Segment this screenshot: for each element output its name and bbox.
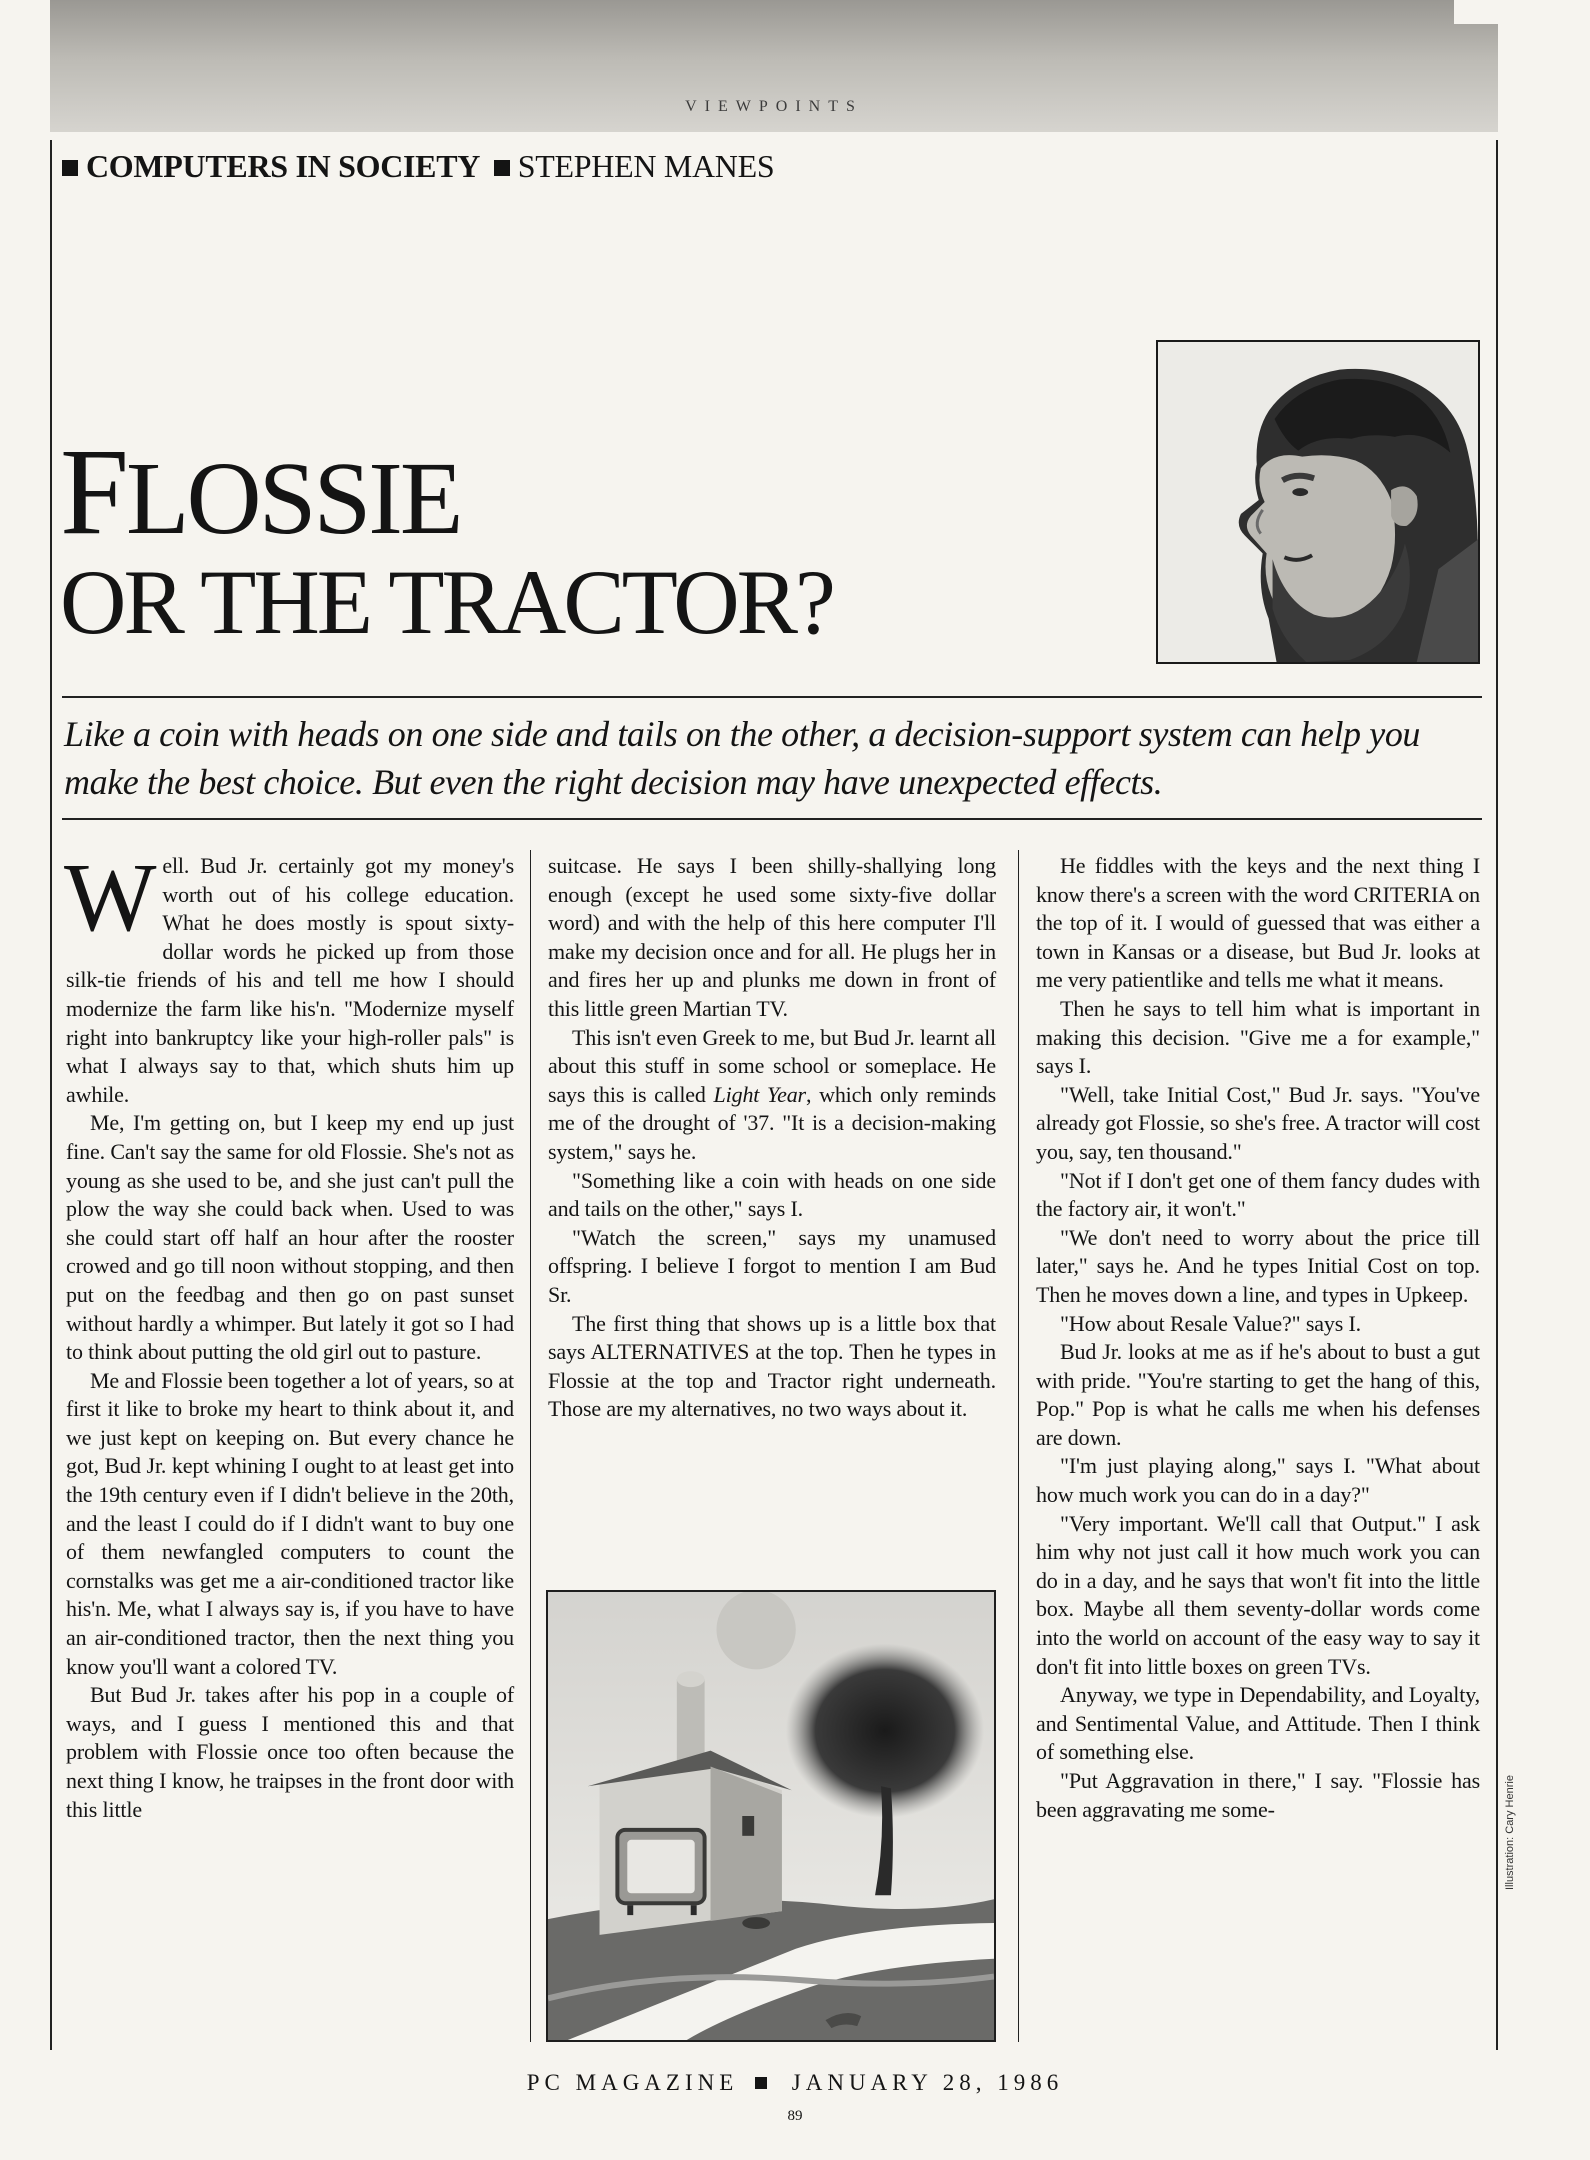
deck: Like a coin with heads on one side and tails on the other, a decision-support system can help you make the best choice. But even the right decision may have unexpected effects. — [64, 714, 1421, 802]
bullet-square-icon — [494, 160, 510, 176]
barn-tv-illustration — [548, 1592, 994, 2040]
author-portrait-image — [1158, 342, 1478, 662]
headline — [60, 423, 833, 653]
section-label: VIEWPOINTS — [685, 98, 863, 115]
paragraph: But Bud Jr. takes after his pop in a couple of ways, and I guess I mentioned this and that problem with Flossie once too often because the next thing I know, he traipses in the front door with this little — [66, 1682, 514, 1822]
paragraph — [548, 1024, 996, 1167]
footer-publication: PC MAGAZINE — [526, 2070, 739, 2095]
right-border-line — [1496, 140, 1498, 2050]
deck-rule — [62, 818, 1482, 820]
column-divider-2 — [1018, 850, 1019, 2042]
paragraph: "I'm just playing along," says I. "What about how much work you can do in a day?" — [1036, 1453, 1480, 1508]
page-footer — [0, 2070, 1590, 2096]
column-divider-1 — [530, 850, 531, 2042]
paragraph: "Very important. We'll call that Output." I ask him why not just call it how much work you can do in a day, and he says that won't fit into the little box. Maybe all them seventy-dollar words come into the world on account of the easy way to say it don't fit into little boxes on green TVs. — [1036, 1510, 1480, 1679]
headline-rule — [62, 696, 1482, 698]
kicker-author: STEPHEN MANES — [517, 148, 775, 184]
paragraph: Me, I'm getting on, but I keep my end up just fine. Can't say the same for old Flossie. She's not as young as she used to be, and she just can't pull the plow the way she could back when. Used to was she could start off half an hour after the rooster crowed and go till noon without stopping, and then put on the feedbag and then go on past sunset without hardly a whimper. But lately it got so I had to think about putting the old girl out to pasture. — [66, 1110, 514, 1365]
paragraph-text: ell. Bud Jr. certainly got my money's worth out of his college education. What he does mostly is spout sixty-dollar words he picked up from those silk-tie friends of his and tell me how I should modernize the farm like his'n. "Modernize myself right into bankruptcy like your high-roller pals" is what I always say to that, which shuts him up awhile. — [66, 853, 514, 1107]
paragraph: Then he says to tell him what is important in making this decision. "Give me a for example," says I. — [1036, 995, 1480, 1079]
headline-drop-letter: F — [60, 423, 126, 560]
bullet-square-icon — [755, 2077, 767, 2089]
page-number: 89 — [787, 2108, 803, 2124]
bullet-square-icon — [62, 160, 78, 176]
headline-line-1-rest: LOSSIE — [125, 441, 461, 556]
header-band — [50, 0, 1498, 132]
author-portrait — [1156, 340, 1480, 664]
paragraph: "How about Resale Value?" says I. — [1060, 1310, 1361, 1336]
illustration-credit: Illustration: Cary Henrie — [1504, 1775, 1516, 1890]
paragraph: "Watch the screen," says my unamused offspring. I believe I forgot to mention I am Bud Sr. — [548, 1224, 996, 1307]
drop-cap: W — [64, 844, 157, 952]
paragraph: "Not if I don't get one of them fancy dudes with the factory air, it won't." — [1036, 1167, 1480, 1222]
farm-illustration — [546, 1590, 996, 2042]
headline-line-1 — [60, 423, 833, 560]
article-column-1 — [64, 844, 514, 1824]
paragraph-text: This isn't even Greek to me, but Bud Jr. learnt all about this stuff in some school or someplace. He says this is called — [548, 1024, 997, 1107]
left-border-line — [50, 140, 52, 2050]
kicker — [62, 148, 774, 185]
paragraph: Anyway, we type in Dependability, and Loyalty, and Sentimental Value, and Attitude. Then I think of something else. — [1036, 1682, 1480, 1765]
header-band-notch — [1454, 0, 1498, 24]
paragraph: He fiddles with the keys and the next thing I know there's a screen with the word CRITERIA on the top of it. I would of guessed that was either a town in Kansas or a disease, but Bud Jr. looks at me very patientlike and tells me what it means. — [1036, 853, 1480, 993]
kicker-category: COMPUTERS IN SOCIETY — [86, 148, 481, 184]
software-title: Light Year — [713, 1081, 806, 1107]
paragraph: Me and Flossie been together a lot of years, so at first it like to broke my heart to think about it, and we just kept on keeping on. But every chance he got, Bud Jr. kept whining I ought to at least get into the 19th century even if I didn't believe in the 20th, and the least I could do if I didn't want to buy one of them newfangled computers to count the cornstalks was get me a air-conditioned tractor like his'n. Me, what I always say is, if you have to have an air-conditioned tractor, then the next thing you know you'll want a colored TV. — [66, 1367, 514, 1679]
paragraph: "We don't need to worry about the price till later," says he. And he types Initial Cost on top. Then he moves down a line, and types in Upkeep. — [1036, 1224, 1480, 1307]
paragraph — [64, 844, 514, 1109]
paragraph: Bud Jr. looks at me as if he's about to bust a gut with pride. "You're starting to get the hang of this, Pop." Pop is what he calls me when his defenses are down. — [1036, 1339, 1480, 1450]
footer-date: JANUARY 28, 1986 — [791, 2070, 1064, 2095]
paragraph: "Well, take Initial Cost," Bud Jr. says. "You've already got Flossie, so she's free. A tractor will cost you, say, ten thousand." — [1036, 1081, 1480, 1164]
paragraph-text: , which only reminds me of the drought of '37. "It is a decision-making system," says he. — [548, 1081, 996, 1164]
paragraph: "Put Aggravation in there," I say. "Flossie has been aggravating me some- — [1036, 1768, 1480, 1822]
paragraph: The first thing that shows up is a little box that says ALTERNATIVES at the top. Then he types in Flossie at the top and Tractor right underneath. Those are my alternatives, no two ways about it. — [548, 1310, 996, 1422]
article-column-3 — [1036, 852, 1480, 1824]
paragraph: "Something like a coin with heads on one side and tails on the other," says I. — [548, 1167, 996, 1222]
paragraph: suitcase. He says I been shilly-shallying long enough (except he used some sixty-five dollar word) and with the help of this here computer I'll make my decision once and for all. He plugs her in and fires her up and plunks me down in front of this little green Martian TV. — [548, 853, 996, 1021]
headline-line-2: OR THE TRACTOR? — [60, 551, 833, 653]
article-column-2 — [548, 852, 996, 1424]
